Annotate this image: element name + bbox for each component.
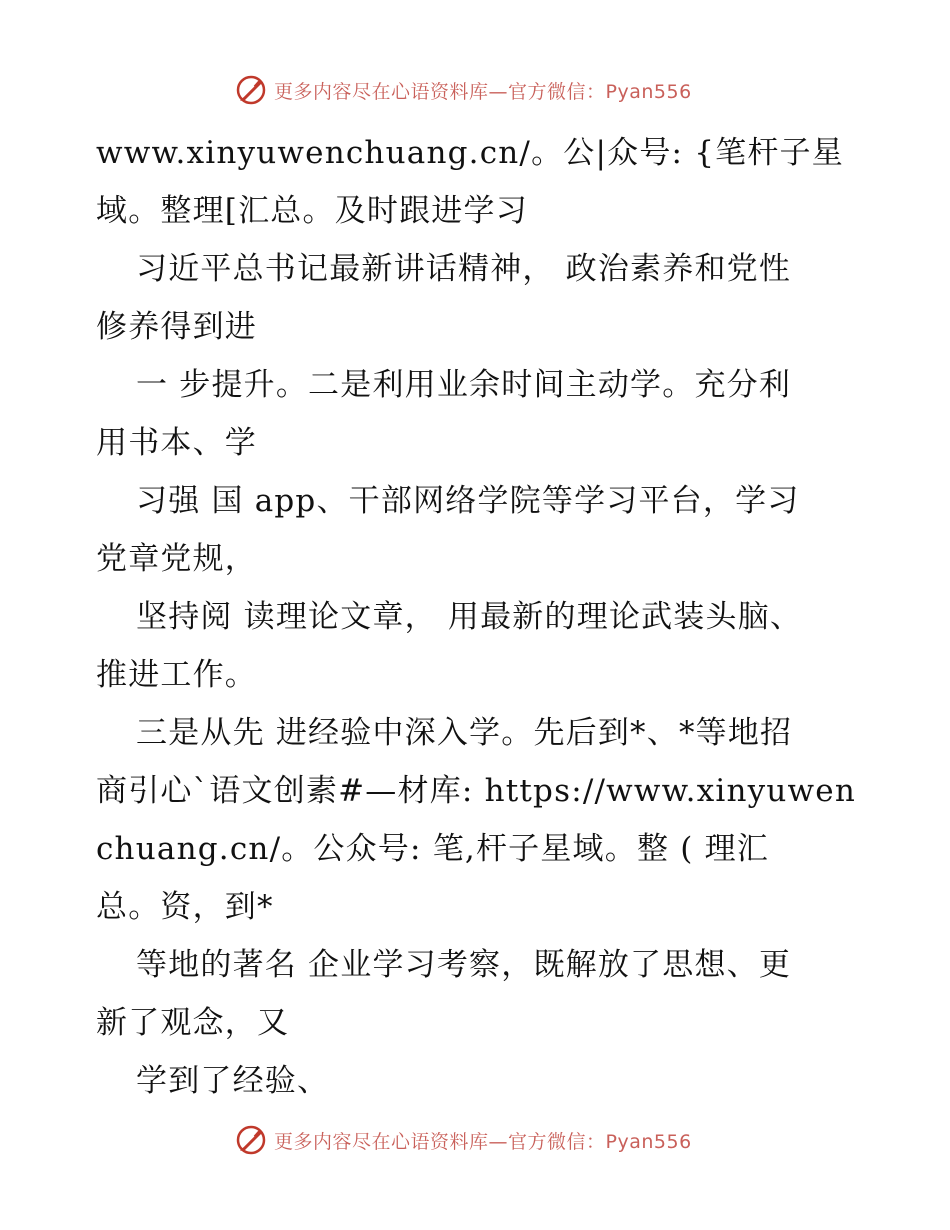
banner-text: 更多内容尽在心语资料库—官方微信：Pyan556 — [274, 1130, 692, 1153]
text-line: 域。整理[汇总。及时跟进学习 — [96, 193, 528, 229]
text-line: www.xinyuwenchuang.cn/。公|众号: {笔杆子星 — [96, 135, 844, 171]
text-line: 党章党规， — [96, 541, 257, 577]
wechat-id: Pyan556 — [605, 80, 692, 103]
text-line: 习强 国 app、干部网络学院等学习平台，学习 — [136, 483, 800, 519]
text-line: 用书本、学 — [96, 425, 257, 461]
feather-quill-icon — [234, 1123, 268, 1157]
text-line: 修养得到进 — [96, 309, 257, 345]
banner-text: 更多内容尽在心语资料库—官方微信：Pyan556 — [274, 80, 692, 103]
footer-banner — [0, 1120, 950, 1160]
text-line: 总。资，到* — [96, 889, 274, 925]
feather-quill-icon — [234, 73, 268, 107]
text-line: 商引心`语文创素#—材库: https://www.xinyuwen — [96, 773, 857, 809]
text-line: 一 步提升。二是利用业余时间主动学。充分利 — [136, 367, 792, 403]
text-line: 三是从先 进经验中深入学。先后到*、*等地招 — [136, 715, 793, 751]
text-line: 等地的著名 企业学习考察，既解放了思想、更 — [136, 947, 792, 983]
header-banner — [0, 70, 950, 110]
text-line: 习近平总书记最新讲话精神， 政治素养和党性 — [136, 251, 792, 287]
text-line: chuang.cn/。公众号: 笔,杆子星域。整 ( 理汇 — [96, 831, 769, 867]
document-body — [96, 124, 856, 1110]
text-line: 坚持阅 读理论文章， 用最新的理论武装头脑、 — [136, 599, 803, 635]
text-line: 推进工作。 — [96, 657, 257, 693]
text-line: 新了观念，又 — [96, 1005, 290, 1041]
text-line: 学到了经验、 — [136, 1063, 330, 1099]
wechat-id: Pyan556 — [605, 1130, 692, 1153]
